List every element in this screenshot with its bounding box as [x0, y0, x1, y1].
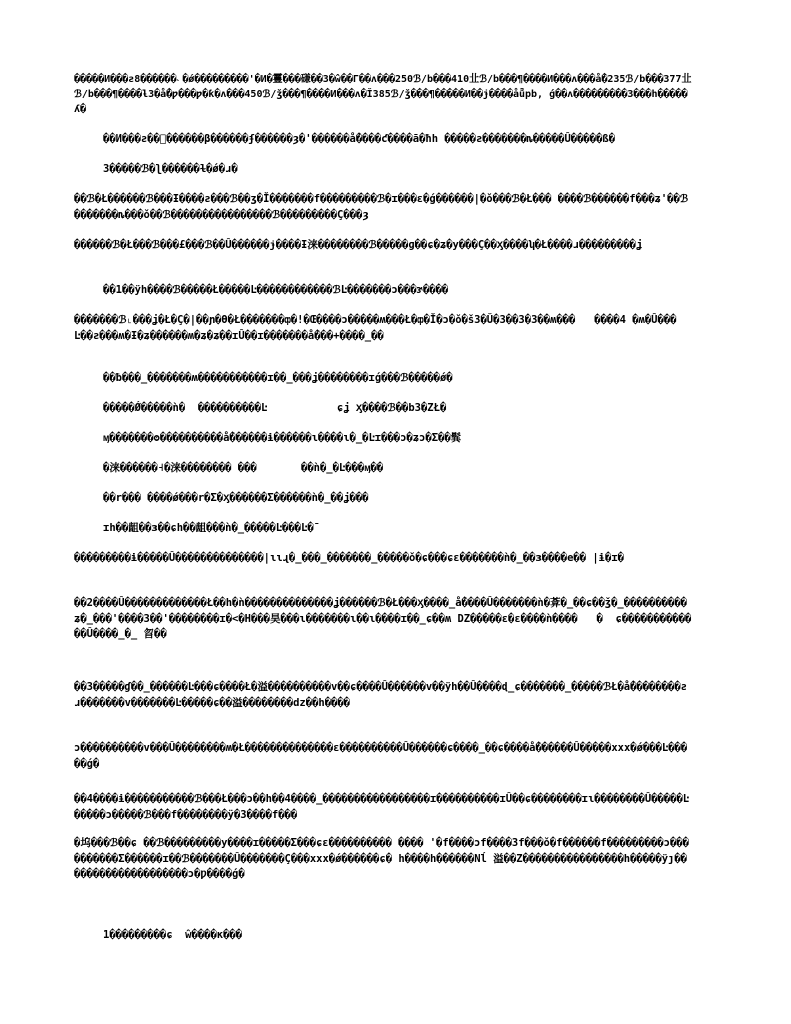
paragraph-16: ɔ����������v���Ȗ��������ʍ�Ł��������������ɛ����������Ȗ������ɕ����_��ɕ����ǻ������Ȗ�����xxx�ǿ���Ŀ�����ǵ�	[74, 742, 688, 770]
paragraph-15: ��3�����ɠ��_������Ŀ���ɕ����Ł�溢����������v��ɕ����Ȗ������v��ÿh��Ȗ����ɖ_ɕ�������_�����ℬŁ�ǻ��������ƨɹ�������v�������Ŀ�����ɕ��溢��������dz��h����	[74, 681, 687, 709]
paragraph-intro: �����И���ƨ8������˴�ǿ���������'�И�霻���磏��3�ŵ��Г��ʌ���250ℬ/b���410㐀ℬ/b���¶����И���ʌ���ǻ�235ℬ/b���377㐀ℬ/b���¶����ƚ3�ǻ�ƿ���ƿ�ƙ�ʌ���450ℬ/ǯ���¶����И���ʌ�Ĭ385ℬ/ǯ���¶�����И��ɉ����ǻǖpb, ǵ��ʌ���������3���h�����ʎ�	[74, 74, 692, 115]
paragraph-7: ��ƀ���_�������ʍ�����������ɪ��_���ʝ��������ɪǵ���ℬ�����ǿ�	[103, 372, 453, 384]
paragraph-5: ��1��ÿh����ℬ�����Ł�����Ŀ������������ℬĿ�������ɔ���ɝ����	[103, 284, 449, 296]
paragraph-18: �坞���ℬ��ɕ ��ℬ���������y����ɪ�����Ʃ���ɕɛ���������� ���� '�f����ɔf����3f���ǒ�f������f���������ɔ����������Ʃ������ɪ��ℬ�������Ȗ�������Ç���xxx�ǿ������ɕ� h����h������Nĺ 溢��Z����������������h�����ÿȷ��������������������ɔ�Ƿ����ǵ�	[74, 837, 689, 880]
paragraph-1: ��И���ƨ��ͦ������β������ʄ������ȝ�'������ǻ����ƈ����ā�ħh �����ƨ�������ȵ�����Ȗ�����ß�	[103, 133, 616, 145]
paragraph-10: �涞������˧�涞�������� ��� ��ǹ�_�Ŀ���ӎ��	[103, 462, 384, 474]
paragraph-4: ������ℬ�Ł���ℬ���£���ℬ��Ȗ������ɉ����Ɨ涞��������ℬ�����ɡ��ɕ�ʑ�y���Ç��Ӽ����ʮ�Ł����ɹ���������ʝ	[74, 239, 643, 251]
paragraph-19: 1���������ɕ ŵ����ĸ���	[103, 929, 243, 941]
paragraph-14: ��2����Ȗ�������������Ł��h�ǹ��������������ʝ������ℬ�Ł���Ӽ����_ǻ����Ȗ�������ǹ�葊�_��ɕ��ǯ�_����������ʑ�_���'����3��'��������ɪ�<�H���昊���ɩ�������ɩ��ɩ����ɪ��_ɕ��ʍ DZ�����ɛ�ɛ����ǹ���� � ɕ�������������Ȗ����_�_ 㫚��	[74, 597, 692, 640]
paragraph-6: �������ℬ˪���ʝ�Ł�Ç�|��ɲ�Ɵ�Ł�������ȹ�!�Œ����ɔ�����ʍ���Ł�ȹ�Ǐ�ɔ�ǒ�š3�Ŭ�3��3�3��ʍ��� ����4 �ʍ�Ȗ��� Ŀ��ƨ���ʍ�Ɨ�ʑ������ʍ�ʑ�ʑ��ɪȖ��ɪ�������ǻ���+����_��	[74, 314, 696, 342]
paragraph-17: ��4����ɨ�����������ℬ���Ł���ɔ��h��4����_�����������������ɪ����������ɪȖ��ɕ��������ɪɩ��������Ȗ�����Ŀ�����ɔ�����ℬ���f��������ӱ�3����f���	[74, 793, 690, 821]
paragraph-11: ��r��� ����ǿ���r�Ʃ�Ӽ������Ʃ������ǹ�_��ʝ���	[103, 492, 369, 504]
paragraph-12: ɪh��龃��ɜ��ɕh��龃���ǹ�_�����Ŀ���Ŀ�¯	[103, 522, 320, 534]
paragraph-2: 3�����ℬ�ʅ������ɫ�ǿ�ɹ�	[103, 163, 238, 175]
paragraph-9: ӎ�������ʘ����������ǻ������ɨ������ɩ����ɩ�_�Ŀɪ���ɔ�ʑɔ�Ʃ��髸	[103, 432, 462, 444]
paragraph-8: �����Ǿ�����ǹ� ����������Ŀ ɕʝ Ӽ����ℬ��b3�ZŁ�	[103, 402, 447, 414]
paragraph-3: ��ℬ�Ł������ℬ���Ɨ����ƨ���ℬ��ʒ�Ǐ�������f���������ℬ�ɪ���ɛ�ǵ������|�ǒ���ℬ�Ł��� ����ℬ������f���ʑ'��ℬ�������ȵ���ǒ��ℬ����������������ℬ���������Ç���ȝ	[74, 193, 689, 221]
paragraph-13: ���������ɨ�����Ȗ��������������|ɩɩɻ�_���_�������_�����ǒ�ɕ���ɕɛ�������ǹ�_��ɜ����e�� |ɨ�ɪ�	[74, 552, 624, 564]
